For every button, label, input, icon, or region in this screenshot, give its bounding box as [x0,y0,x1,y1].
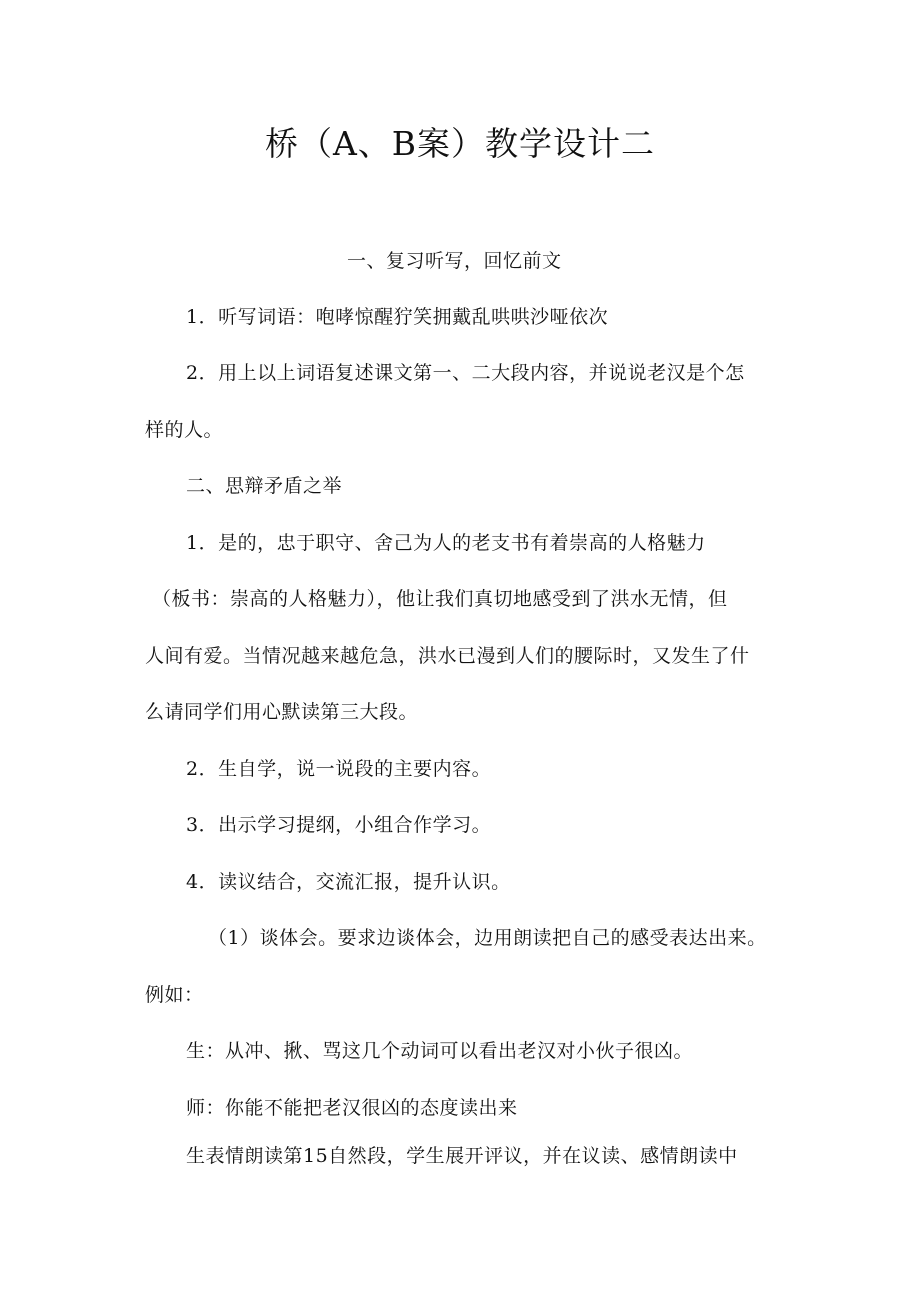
document-title: 桥（A、B案）教学设计二 [264,124,656,163]
paragraph-line: 么请同学们用心默读第三大段。 [145,701,419,723]
paragraph-line: 人间有爱。当情况越来越危急，洪水已漫到人们的腰际时，又发生了什 [145,645,750,667]
paragraph-line: 2．生自学，说一说段的主要内容。 [186,758,492,780]
section-heading-1: 一、复习听写，回忆前文 [347,250,562,272]
section-heading-2: 二、思辩矛盾之举 [186,475,343,497]
paragraph-line: 1．是的，忠于职守、舍己为人的老支书有着崇高的人格魅力 [186,532,706,554]
paragraph-line: 生表情朗读第15自然段，学生展开评议，并在议读、感情朗读中 [186,1145,738,1167]
paragraph-line: 生：从冲、揪、骂这几个动词可以看出老汉对小伙子很凶。 [186,1040,694,1062]
paragraph-line: 3．出示学习提纲，小组合作学习。 [186,814,492,836]
paragraph-line: （1）谈体会。要求边谈体会，边用朗读把自己的感受表达出来。 [208,927,767,949]
paragraph-line: 1．听写词语：咆哮惊醒狞笑拥戴乱哄哄沙哑依次 [186,306,609,328]
paragraph-line: 4．读议结合，交流汇报，提升认识。 [186,871,511,893]
paragraph-line: 师：你能不能把老汉很凶的态度读出来 [186,1097,518,1119]
paragraph-line: 样的人。 [145,419,224,441]
paragraph-line: 2．用上以上词语复述课文第一、二大段内容，并说说老汉是个怎 [186,362,745,384]
paragraph-line: 例如： [145,984,204,1006]
paragraph-line: （板书：崇高的人格魅力），他让我们真切地感受到了洪水无情，但 [152,588,728,610]
